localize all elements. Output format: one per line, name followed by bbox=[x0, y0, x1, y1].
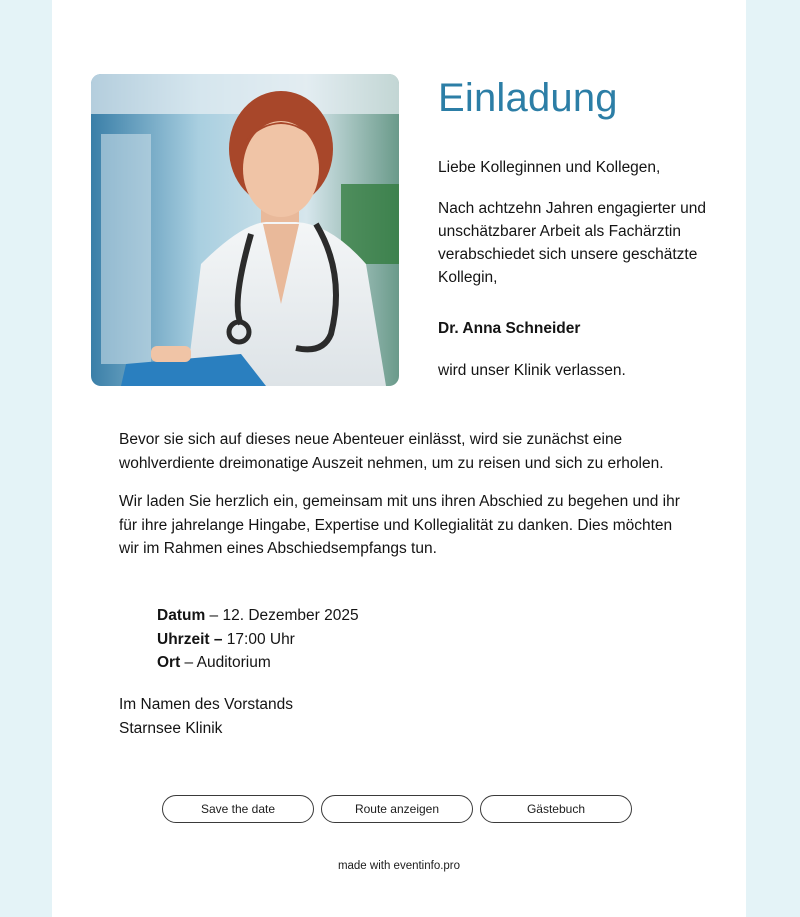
place-value: Auditorium bbox=[196, 654, 271, 671]
honoree-name: Dr. Anna Schneider bbox=[438, 320, 581, 337]
time-label: Uhrzeit – bbox=[157, 630, 223, 648]
detail-time bbox=[157, 628, 359, 652]
page-title: Einladung bbox=[438, 76, 618, 120]
action-buttons bbox=[162, 795, 632, 823]
invitation-card bbox=[52, 0, 746, 917]
intro-text: Nach achtzehn Jahren engagierter und unschätzbarer Arbeit als Fachärztin verabschiedet sich unsere geschätzte Kollegin, bbox=[438, 200, 706, 286]
detail-place bbox=[157, 651, 359, 675]
place-separator: – bbox=[180, 654, 197, 671]
paragraph-sabbatical: Bevor sie sich auf dieses neue Abenteuer einlässt, wird sie zunächst eine wohlverdiente dreimonatige Auszeit nehmen, um zu reisen und sich zu erholen. bbox=[119, 431, 664, 472]
greeting-text: Liebe Kolleginnen und Kollegen, bbox=[438, 159, 661, 176]
signature bbox=[119, 693, 293, 740]
guestbook-button[interactable]: Gästebuch bbox=[480, 795, 632, 823]
footer-credit[interactable]: made with eventinfo.pro bbox=[337, 860, 461, 872]
signature-line-1: Im Namen des Vorstands bbox=[119, 696, 294, 713]
leaving-text: wird unser Klinik verlassen. bbox=[438, 362, 626, 379]
place-label: Ort bbox=[157, 654, 181, 671]
route-button[interactable]: Route anzeigen bbox=[321, 795, 473, 823]
date-separator: – bbox=[205, 607, 223, 624]
date-value: 12. Dezember 2025 bbox=[222, 607, 359, 624]
intro-column bbox=[438, 74, 728, 379]
date-label: Datum bbox=[157, 607, 206, 624]
time-value: 17:00 Uhr bbox=[222, 630, 295, 648]
paragraph-invitation: Wir laden Sie herzlich ein, gemeinsam mit uns ihren Abschied zu begehen und ihr für ihre jahrelange Hingabe, Expertise und Kollegialität zu danken. Dies möchten wir im Rahmen eines Abschiedsempfangs tun. bbox=[119, 493, 680, 557]
event-details bbox=[157, 604, 359, 675]
detail-date bbox=[157, 604, 359, 628]
save-the-date-button[interactable]: Save the date bbox=[162, 795, 314, 823]
invitation-body bbox=[119, 428, 689, 576]
doctor-photo bbox=[91, 74, 399, 386]
signature-line-2: Starnsee Klinik bbox=[119, 719, 223, 737]
